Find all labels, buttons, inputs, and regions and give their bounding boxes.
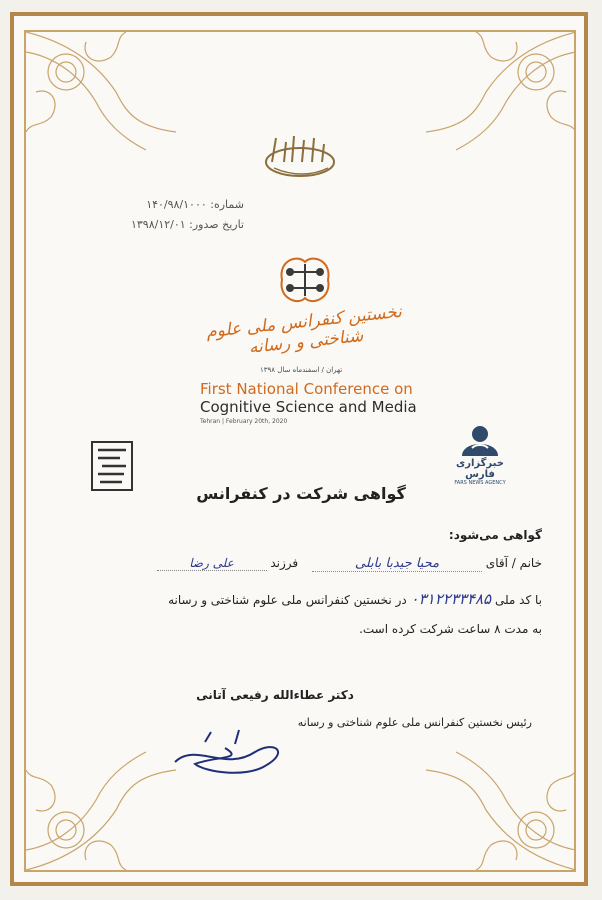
fars-emblem-icon (458, 422, 502, 458)
certify-line: گواهی می‌شود: (448, 528, 542, 542)
fars-name-fa: خبرگزاری فارس (456, 458, 504, 480)
fars-news-logo (440, 422, 520, 492)
fars-name-en: FARS NEWS AGENCY (454, 480, 506, 486)
national-id-handwritten: ۰۳۱۲۲۳۳۴۸۵ (410, 590, 492, 608)
conference-title-en-line1: First National Conference on (200, 380, 413, 398)
signer-role: رئیس نخستین کنفرانس ملی علوم شناختی و رسانه (297, 716, 532, 729)
ornament-corner-top-right (426, 32, 576, 152)
ornament-corner-bottom-right (426, 750, 576, 870)
conference-title-en (200, 380, 450, 425)
conference-date-en: Tehran | February 20th, 2020 (200, 418, 288, 425)
conference-place-date-fa: تهران / اسفندماه سال ۱۳۹۸ (260, 366, 343, 374)
ornament-corner-bottom-left (26, 750, 176, 870)
ornament-corner-top-left (26, 32, 176, 152)
handwritten-signature (165, 722, 295, 782)
person-line (62, 556, 542, 572)
brain-network-logo-icon (270, 250, 340, 312)
conference-participation-text: در نخستین کنفرانس ملی علوم شناختی و رسانه (168, 593, 407, 607)
certificate-title: گواهی شرکت در کنفرانس (196, 484, 406, 503)
child-of-label: فرزند (270, 556, 299, 570)
conference-title-en-line2: Cognitive Science and Media (200, 398, 417, 416)
bismillah-calligraphy (262, 132, 338, 180)
issue-date: تاریخ صدور: ۱۳۹۸/۱۲/۰۱ (130, 218, 244, 231)
father-name-handwritten: علی رضا (157, 556, 267, 571)
duration-line: به مدت ۸ ساعت شرکت کرده است. (359, 622, 542, 636)
person-label: خانم / آقای (485, 556, 542, 570)
certificate-number: شماره: ۱۴۰/۹۸/۱۰۰۰ (146, 198, 244, 211)
national-id-line (52, 590, 542, 608)
signer-name: دکتر عطاءالله رفیعی آتانی (196, 688, 354, 702)
conference-title-fa: نخستین کنفرانس ملی علوم شناختی و رسانه (205, 301, 403, 358)
person-name-handwritten: محیا جیدبا بابلی (312, 556, 482, 572)
national-id-label: با کد ملی (494, 593, 542, 607)
